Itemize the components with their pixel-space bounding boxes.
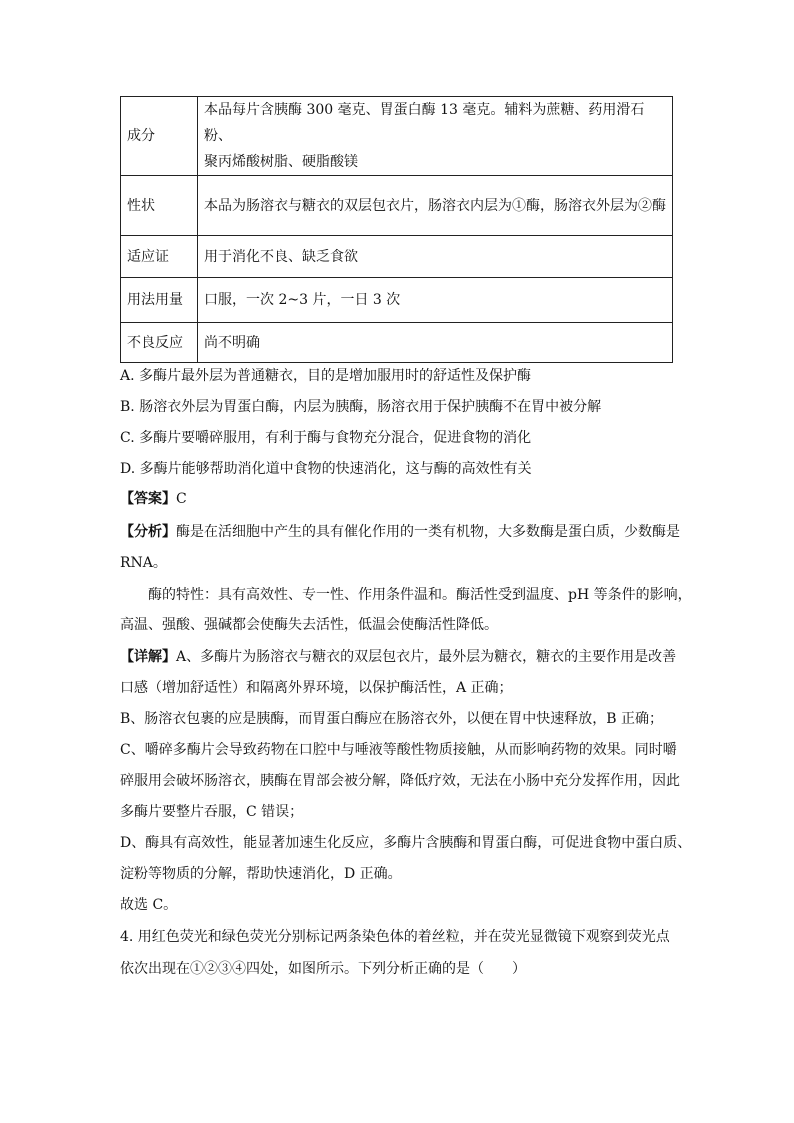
row-value — [198, 236, 673, 278]
option-a: A. 多酶片最外层为普通糖衣，目的是增加服用时的舒适性及保护酶 — [120, 368, 532, 384]
row-key: 不良反应 — [121, 323, 198, 363]
row-value-line: 口服，一次 2~3 片，一日 3 次 — [204, 292, 401, 308]
row-value-line: 本品为肠溶衣与糖衣的双层包衣片，肠溶衣内层为①酶，肠溶衣外层为②酶 — [204, 197, 666, 214]
drug-info-table — [120, 96, 673, 363]
row-value — [198, 176, 673, 236]
detail-line-4: C、嚼碎多酶片会导致药物在口腔中与唾液等酸性物质接触，从而影响药物的效果。同时嚼 — [120, 742, 677, 758]
answer-line — [120, 489, 187, 509]
detail-line-3: B、肠溶衣包裹的应是胰酶，而胃蛋白酶应在肠溶衣外，以便在胃中快速释放，B 正确； — [120, 711, 664, 727]
analysis-tag: 【分析】 — [120, 524, 176, 540]
row-value — [198, 97, 673, 176]
row-value-line: 用于消化不良、缺乏食欲 — [204, 248, 358, 265]
table-row — [121, 236, 673, 278]
analysis-line-4: 高温、强酸、强碱都会使酶失去活性，低温会使酶活性降低。 — [120, 617, 498, 633]
row-value-line: 本品每片含胰酶 300 毫克、胃蛋白酶 13 毫克。辅料为蔗糖、药用滑石粉、 — [204, 102, 645, 144]
detail-text: A、多酶片为肠溶衣与糖衣的双层包衣片，最外层为糖衣，糖衣的主要作用是改善 — [176, 649, 677, 665]
question-4-line-1: 4. 用红色荧光和绿色荧光分别标记两条染色体的着丝粒，并在荧光显微镜下观察到荧光点 — [120, 929, 670, 945]
detail-line-2: 口感（增加舒适性）和隔离外界环境，以保护酶活性，A 正确； — [120, 680, 513, 696]
question-4-line-2: 依次出现在①②③④四处，如图所示。下列分析正确的是（ ） — [120, 961, 526, 977]
table-row — [121, 278, 673, 323]
row-key: 适应证 — [121, 236, 198, 278]
detail-tag: 【详解】 — [120, 649, 176, 665]
row-value — [198, 323, 673, 363]
row-key: 用法用量 — [121, 278, 198, 323]
detail-line-6: 多酶片要整片吞服，C 错误； — [120, 804, 304, 820]
row-key: 成分 — [121, 97, 198, 176]
answer-value: C — [176, 491, 187, 507]
option-c: C. 多酶片要嚼碎服用，有利于酶与食物充分混合，促进食物的消化 — [120, 430, 532, 446]
table-row — [121, 176, 673, 236]
detail-line-5: 碎服用会破坏肠溶衣，胰酶在胃部会被分解，降低疗效，无法在小肠中充分发挥作用，因此 — [120, 773, 680, 789]
row-value — [198, 278, 673, 323]
option-b: B. 肠溶衣外层为胃蛋白酶，内层为胰酶，肠溶衣用于保护胰酶不在胃中被分解 — [120, 399, 602, 415]
answer-tag: 【答案】 — [120, 491, 176, 507]
analysis-line-2: RNA。 — [120, 555, 167, 571]
analysis-text: 酶是在活细胞中产生的具有催化作用的一类有机物，大多数酶是蛋白质，少数酶是 — [176, 524, 680, 540]
row-value-line: 聚丙烯酸树脂、硬脂酸镁 — [204, 154, 358, 170]
table-row — [121, 323, 673, 363]
conclusion-line: 故选 C。 — [120, 897, 178, 913]
analysis-line-1 — [120, 522, 680, 542]
row-key: 性状 — [121, 176, 198, 236]
detail-line-8: 淀粉等物质的分解，帮助快速消化，D 正确。 — [120, 866, 402, 882]
detail-line-7: D、酶具有高效性，能显著加速生化反应，多酶片含胰酶和胃蛋白酶，可促进食物中蛋白质、 — [120, 835, 692, 851]
row-value-line: 尚不明确 — [204, 334, 260, 351]
detail-line-1 — [120, 647, 676, 667]
analysis-line-3: 酶的特性：具有高效性、专一性、作用条件温和。酶活性受到温度、pH 等条件的影响， — [148, 587, 692, 603]
table-row — [121, 97, 673, 176]
option-d: D. 多酶片能够帮助消化道中食物的快速消化，这与酶的高效性有关 — [120, 461, 532, 477]
